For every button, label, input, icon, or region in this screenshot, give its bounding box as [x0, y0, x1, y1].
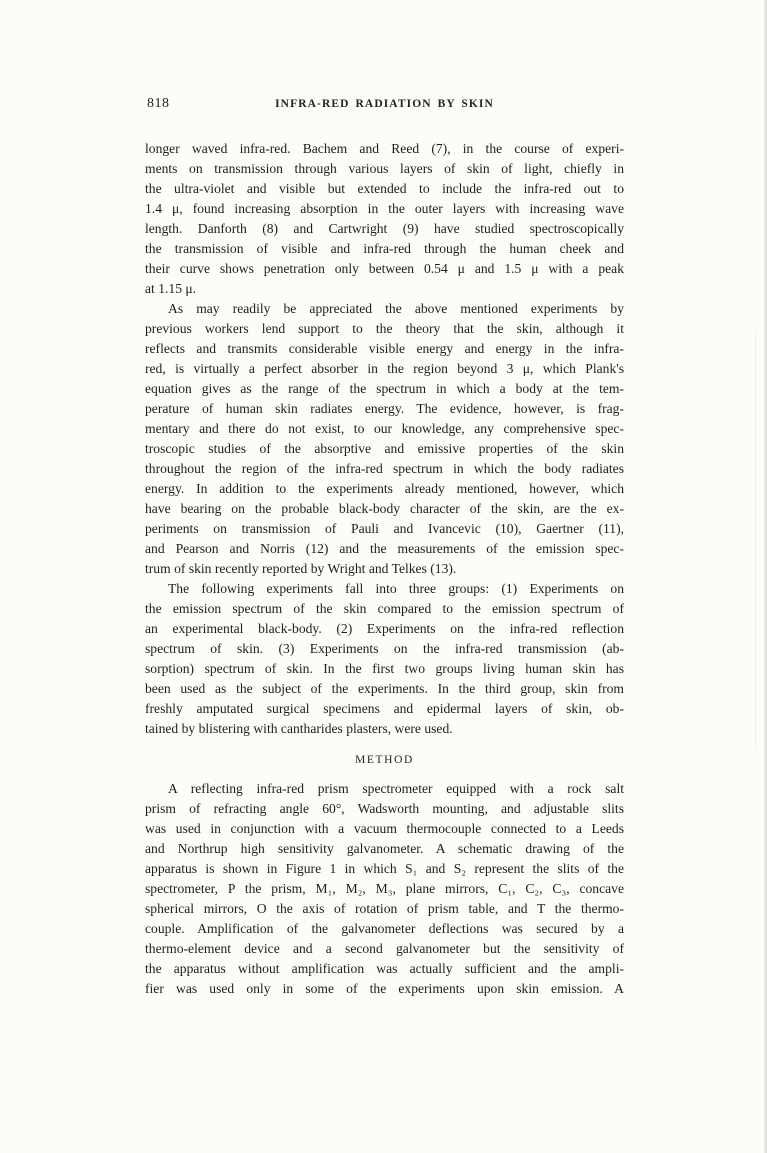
text-line: and Northrup high sensitivity galvanometer. A schematic drawing of the — [145, 841, 624, 856]
text-line: their curve shows penetration only between 0.54 μ and 1.5 μ with a peak — [145, 261, 624, 276]
text-line: perature of human skin radiates energy. The evidence, however, is frag- — [145, 401, 624, 416]
text-line: periments on transmission of Pauli and Ivancevic (10), Gaertner (11), — [145, 521, 624, 536]
text-line: red, is virtually a perfect absorber in the region beyond 3 μ, which Plank's — [145, 361, 624, 376]
text-line: spherical mirrors, O the axis of rotation of prism table, and T the thermo- — [145, 901, 624, 916]
text-line: energy. In addition to the experiments already mentioned, however, which — [145, 481, 624, 496]
paragraph-3 — [145, 579, 624, 739]
text-line: apparatus is shown in Figure 1 in which S₁ and S₂ represent the slits of the — [145, 861, 624, 876]
page-content — [145, 96, 624, 999]
text-line: reflects and transmits considerable visible energy and energy in the infra- — [145, 341, 624, 356]
text-line: spectrum of skin. (3) Experiments on the infra-red transmission (ab- — [145, 641, 624, 656]
page-number: 818 — [147, 96, 170, 111]
text-line: fier was used only in some of the experiments upon skin emission. A — [145, 981, 624, 996]
running-head: INFRA-RED RADIATION BY SKIN — [275, 98, 494, 110]
text-line: sorption) spectrum of skin. In the first two groups living human skin has — [145, 661, 624, 676]
text-line: the transmission of visible and infra-red through the human cheek and — [145, 241, 624, 256]
paragraph-4 — [145, 779, 624, 999]
text-line: trum of skin recently reported by Wright and Telkes (13). — [145, 561, 457, 576]
text-line: previous workers lend support to the theory that the skin, although it — [145, 321, 624, 336]
text-line: mentary and there do not exist, to our knowledge, any comprehensive spec- — [145, 421, 624, 436]
text-line: and Pearson and Norris (12) and the measurements of the emission spec- — [145, 541, 624, 556]
text-line: spectrometer, P the prism, M₁, M₂, M₃, plane mirrors, C₁, C₂, C₃, concave — [145, 881, 624, 896]
text-line: was used in conjunction with a vacuum thermocouple connected to a Leeds — [145, 821, 624, 836]
text-line: the ultra-violet and visible but extended to include the infra-red out to — [145, 181, 624, 196]
text-line: longer waved infra-red. Bachem and Reed (7), in the course of experi- — [145, 141, 624, 156]
text-line: tained by blistering with cantharides plasters, were used. — [145, 721, 453, 736]
text-line: equation gives as the range of the spectrum in which a body at the tem- — [145, 381, 624, 396]
text-line: at 1.15 μ. — [145, 281, 197, 296]
paragraph-2 — [145, 299, 624, 579]
text-line: couple. Amplification of the galvanometer deflections was secured by a — [145, 921, 624, 936]
text-line: The following experiments fall into three groups: (1) Experiments on — [168, 581, 624, 596]
text-line: prism of refracting angle 60°, Wadsworth mounting, and adjustable slits — [145, 801, 624, 816]
text-line: 1.4 μ, found increasing absorption in the outer layers with increasing wave — [145, 201, 624, 216]
text-line: freshly amputated surgical specimens and epidermal layers of skin, ob- — [145, 701, 624, 716]
section-heading-method: METHOD — [355, 754, 414, 766]
text-line: been used as the subject of the experiments. In the third group, skin from — [145, 681, 624, 696]
text-line: the emission spectrum of the skin compared to the emission spectrum of — [145, 601, 624, 616]
text-line: throughout the region of the infra-red spectrum in which the body radiates — [145, 461, 624, 476]
page-header — [145, 96, 624, 112]
text-line: length. Danforth (8) and Cartwright (9) have studied spectroscopically — [145, 221, 624, 236]
article-body — [145, 139, 624, 999]
text-line: A reflecting infra-red prism spectrometer equipped with a rock salt — [168, 781, 624, 796]
text-line: thermo-element device and a second galvanometer but the sensitivity of — [145, 941, 624, 956]
text-line: have bearing on the probable black-body character of the skin, are the ex- — [145, 501, 624, 516]
paragraph-1 — [145, 139, 624, 299]
text-line: the apparatus without amplification was actually sufficient and the ampli- — [145, 961, 624, 976]
text-line: ments on transmission through various layers of skin of light, chiefly in — [145, 161, 624, 176]
scan-edge-artifact — [763, 0, 767, 1153]
text-line: an experimental black-body. (2) Experiments on the infra-red reflection — [145, 621, 624, 636]
scan-line-artifact — [755, 330, 756, 750]
text-line: As may readily be appreciated the above mentioned experiments by — [168, 301, 624, 316]
text-line: troscopic studies of the absorptive and emissive properties of the skin — [145, 441, 624, 456]
